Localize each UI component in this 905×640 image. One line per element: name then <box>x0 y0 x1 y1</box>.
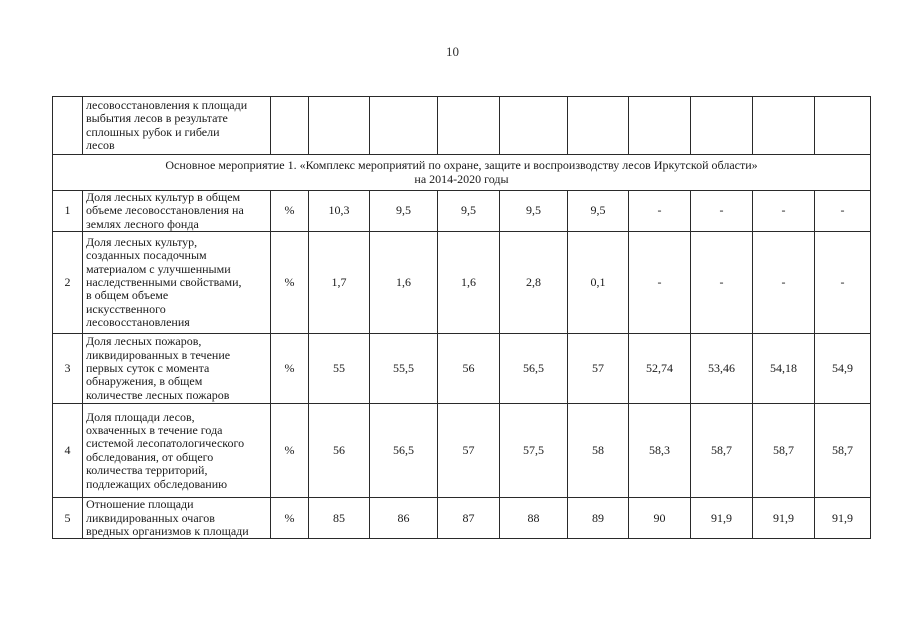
section-header <box>53 155 871 191</box>
value-cell: 58 <box>568 404 629 498</box>
description-line: лесовосстановления <box>86 315 190 330</box>
description-line: лесов <box>86 137 115 152</box>
description-line: ликвидированных в течение <box>86 347 231 362</box>
value-cell: 86 <box>370 498 438 539</box>
value-cell: 58,7 <box>691 404 753 498</box>
row-number: 4 <box>53 404 83 498</box>
description-line: наследственными свойствами, <box>86 275 242 290</box>
value-cell: - <box>629 232 691 334</box>
row-unit <box>271 97 309 155</box>
value-cell: 58,7 <box>815 404 871 498</box>
table-row <box>53 334 871 404</box>
value-cell: 57 <box>438 404 500 498</box>
value-cell <box>500 97 568 155</box>
row-number: 3 <box>53 334 83 404</box>
value-cell <box>815 97 871 155</box>
value-cell <box>438 97 500 155</box>
section-header-row <box>53 155 871 191</box>
row-number: 1 <box>53 191 83 232</box>
row-description <box>83 404 271 498</box>
value-cell <box>629 97 691 155</box>
description-line: сплошных рубок и гибели <box>86 124 220 139</box>
value-cell <box>691 97 753 155</box>
description-line: Доля лесных культур, <box>86 234 198 249</box>
value-cell: 54,18 <box>753 334 815 404</box>
value-cell <box>309 97 370 155</box>
description-line: созданных посадочным <box>86 248 207 263</box>
description-line: искусственного <box>86 301 166 316</box>
description-line: подлежащих обследованию <box>86 476 228 491</box>
value-cell: - <box>691 191 753 232</box>
row-description <box>83 97 271 155</box>
row-description <box>83 191 271 232</box>
value-cell: 58,7 <box>753 404 815 498</box>
row-description <box>83 232 271 334</box>
value-cell: 55 <box>309 334 370 404</box>
description-line: в общем объеме <box>86 288 169 303</box>
value-cell: 56,5 <box>500 334 568 404</box>
description-line: системой лесопатологического <box>86 436 245 451</box>
value-cell: 2,8 <box>500 232 568 334</box>
description-line: количества территорий, <box>86 463 208 478</box>
value-cell: 57 <box>568 334 629 404</box>
description-line: первых суток с момента <box>86 361 210 376</box>
section-header-line1: Основное мероприятие 1. «Комплекс мероприятий по охране, защите и воспроизводству лесов Иркутской области» <box>165 158 758 173</box>
row-description <box>83 334 271 404</box>
row-number: 5 <box>53 498 83 539</box>
value-cell <box>568 97 629 155</box>
value-cell: - <box>753 232 815 334</box>
description-line: лесовосстановления к площади <box>86 97 248 112</box>
description-line: землях лесного фонда <box>86 216 199 231</box>
value-cell: 87 <box>438 498 500 539</box>
description-line: Доля площади лесов, <box>86 409 195 424</box>
value-cell: 56 <box>309 404 370 498</box>
value-cell: 91,9 <box>753 498 815 539</box>
page-number: 10 <box>446 44 459 59</box>
value-cell: - <box>815 191 871 232</box>
description-line: охваченных в течение года <box>86 422 223 437</box>
value-cell: 91,9 <box>691 498 753 539</box>
row-unit: % <box>271 498 309 539</box>
description-line: Отношение площади <box>86 497 194 512</box>
value-cell: - <box>815 232 871 334</box>
value-cell: 56,5 <box>370 404 438 498</box>
row-unit: % <box>271 404 309 498</box>
table-row <box>53 191 871 232</box>
description-line: обследования, от общего <box>86 449 214 464</box>
value-cell: 9,5 <box>370 191 438 232</box>
value-cell: - <box>691 232 753 334</box>
description-line: Доля лесных культур в общем <box>86 190 241 204</box>
description-line: материалом с улучшенными <box>86 261 231 276</box>
value-cell: 58,3 <box>629 404 691 498</box>
value-cell: 1,7 <box>309 232 370 334</box>
section-header-line2: на 2014-2020 годы <box>414 171 509 186</box>
row-number: 2 <box>53 232 83 334</box>
value-cell: 53,46 <box>691 334 753 404</box>
value-cell: 0,1 <box>568 232 629 334</box>
description-line: количестве лесных пожаров <box>86 387 230 402</box>
row-number <box>53 97 83 155</box>
table-row <box>53 404 871 498</box>
table-row <box>53 498 871 539</box>
value-cell: 9,5 <box>500 191 568 232</box>
value-cell <box>753 97 815 155</box>
value-cell: 57,5 <box>500 404 568 498</box>
description-line: обнаружения, в общем <box>86 374 203 389</box>
row-unit: % <box>271 334 309 404</box>
row-unit: % <box>271 232 309 334</box>
description-line: ликвидированных очагов <box>86 510 215 525</box>
value-cell <box>370 97 438 155</box>
value-cell: 85 <box>309 498 370 539</box>
row-description <box>83 498 271 539</box>
value-cell: 91,9 <box>815 498 871 539</box>
table-row <box>53 97 871 155</box>
value-cell: 10,3 <box>309 191 370 232</box>
value-cell: 9,5 <box>568 191 629 232</box>
value-cell: 55,5 <box>370 334 438 404</box>
value-cell: - <box>629 191 691 232</box>
value-cell: 9,5 <box>438 191 500 232</box>
value-cell: 1,6 <box>370 232 438 334</box>
value-cell: 54,9 <box>815 334 871 404</box>
value-cell: 88 <box>500 498 568 539</box>
value-cell: 89 <box>568 498 629 539</box>
description-line: выбытия лесов в результате <box>86 111 228 126</box>
value-cell: 90 <box>629 498 691 539</box>
description-line: объеме лесовосстановления на <box>86 203 244 218</box>
value-cell: 1,6 <box>438 232 500 334</box>
description-line: вредных организмов к площади <box>86 524 249 539</box>
indicators-table <box>52 96 871 539</box>
table-row <box>53 232 871 334</box>
value-cell: - <box>753 191 815 232</box>
value-cell: 56 <box>438 334 500 404</box>
row-unit: % <box>271 191 309 232</box>
value-cell: 52,74 <box>629 334 691 404</box>
description-line: Доля лесных пожаров, <box>86 334 202 349</box>
